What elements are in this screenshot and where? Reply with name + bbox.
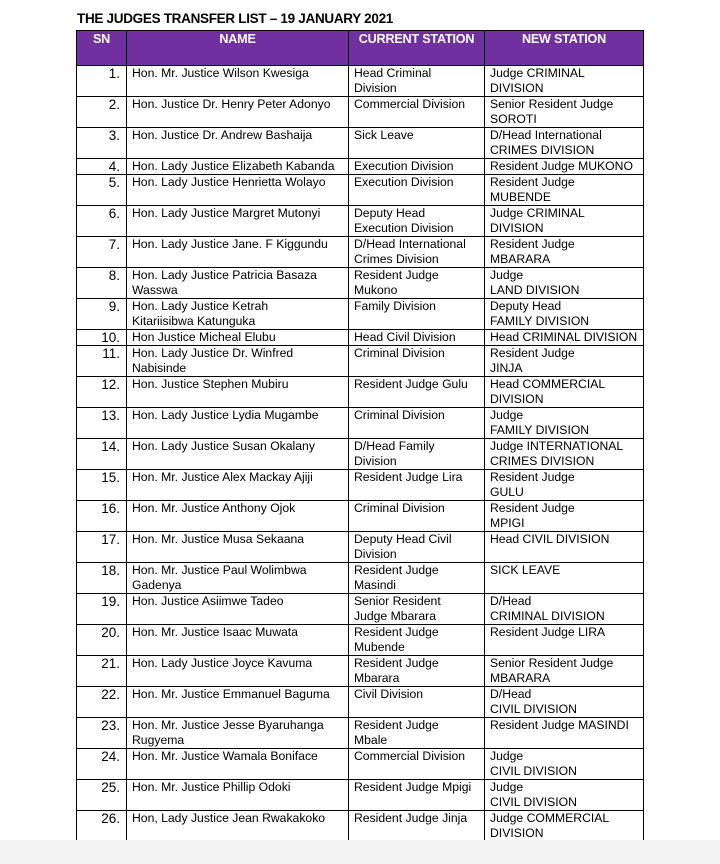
table-row <box>77 718 644 749</box>
new-station-cell <box>485 377 644 408</box>
name-cell <box>127 625 349 656</box>
sn-cell <box>77 718 127 749</box>
name-cell-text: Hon. Justice Asiimwe Tadeo <box>132 594 284 608</box>
sn-cell-text: 20. <box>101 625 120 640</box>
name-cell <box>127 811 349 842</box>
table-row <box>77 97 644 128</box>
current-station-cell <box>349 128 485 159</box>
column-header-name: NAME <box>127 31 349 66</box>
current-station-cell-text: Resident Judge Jinja <box>354 811 468 825</box>
sn-cell <box>77 206 127 237</box>
current-station-cell-text: Resident Judge Masindi <box>354 563 439 592</box>
new-station-cell-text: Resident Judge MPIGI <box>490 501 575 530</box>
name-cell-text: Hon. Mr. Justice Wilson Kwesiga <box>132 66 309 80</box>
table-row <box>77 299 644 330</box>
current-station-cell <box>349 718 485 749</box>
sn-cell-text: 9. <box>108 299 120 314</box>
new-station-cell <box>485 470 644 501</box>
current-station-cell <box>349 237 485 268</box>
new-station-cell <box>485 237 644 268</box>
current-station-cell-text: Execution Division <box>354 159 454 173</box>
sn-cell-text: 7. <box>108 237 120 252</box>
name-cell <box>127 439 349 470</box>
sn-cell-text: 15. <box>101 470 120 485</box>
new-station-cell <box>485 687 644 718</box>
current-station-cell-text: Resident Judge Mukono <box>354 268 439 297</box>
current-station-cell-text: Commercial Division <box>354 749 466 763</box>
sn-cell <box>77 299 127 330</box>
table-row <box>77 811 644 842</box>
new-station-cell-text: D/Head CRIMINAL DIVISION <box>490 594 605 623</box>
table-row <box>77 237 644 268</box>
current-station-cell-text: Resident Judge Lira <box>354 470 463 484</box>
sn-cell <box>77 268 127 299</box>
sn-cell-text: 17. <box>101 532 120 547</box>
sn-cell <box>77 330 127 346</box>
sn-cell <box>77 501 127 532</box>
name-cell-text: Hon. Mr. Justice Isaac Muwata <box>132 625 298 639</box>
table-row <box>77 268 644 299</box>
current-station-cell-text: Family Division <box>354 299 436 313</box>
table-row <box>77 470 644 501</box>
table-row <box>77 594 644 625</box>
current-station-cell <box>349 687 485 718</box>
new-station-cell <box>485 625 644 656</box>
sn-cell <box>77 97 127 128</box>
sn-cell <box>77 625 127 656</box>
name-cell <box>127 408 349 439</box>
sn-cell-text: 25. <box>101 780 120 795</box>
sn-cell-text: 26. <box>101 811 120 826</box>
sn-cell <box>77 128 127 159</box>
new-station-cell-text: Head CRIMINAL DIVISION <box>490 330 638 344</box>
name-cell-text: Hon. Lady Justice Lydia Mugambe <box>132 408 319 422</box>
current-station-cell <box>349 563 485 594</box>
name-cell-text: Hon, Lady Justice Jean Rwakakoko <box>132 811 326 825</box>
table-row <box>77 780 644 811</box>
sn-cell-text: 5. <box>108 175 120 190</box>
new-station-cell-text: Resident Judge MUBENDE <box>490 175 575 204</box>
new-station-cell-text: Head COMMERCIAL DIVISION <box>490 377 606 406</box>
new-station-cell-text: Judge CRIMINAL DIVISION <box>490 66 585 95</box>
current-station-cell-text: Deputy Head Execution Division <box>354 206 454 235</box>
current-station-cell-text: Civil Division <box>354 687 424 701</box>
current-station-cell <box>349 268 485 299</box>
name-cell-text: Hon. Mr. Justice Wamala Boniface <box>132 749 318 763</box>
table-header-row <box>77 31 644 66</box>
name-cell-text: Hon. Mr. Justice Phillip Odoki <box>132 780 291 794</box>
table-row <box>77 532 644 563</box>
sn-cell <box>77 780 127 811</box>
table-row <box>77 330 644 346</box>
current-station-cell-text: Head Civil Division <box>354 330 456 344</box>
table-row <box>77 687 644 718</box>
name-cell-text: Hon. Justice Dr. Henry Peter Adonyo <box>132 97 331 111</box>
name-cell-text: Hon. Lady Justice Margret Mutonyi <box>132 206 321 220</box>
new-station-cell-text: Deputy Head FAMILY DIVISION <box>490 299 590 328</box>
sn-cell <box>77 594 127 625</box>
current-station-cell-text: Criminal Division <box>354 501 445 515</box>
new-station-cell-text: Judge CIVIL DIVISION <box>490 780 577 809</box>
current-station-cell <box>349 470 485 501</box>
current-station-cell <box>349 625 485 656</box>
current-station-cell <box>349 377 485 408</box>
new-station-cell-text: Senior Resident Judge MBARARA <box>490 656 614 685</box>
current-station-cell <box>349 175 485 206</box>
table-row <box>77 346 644 377</box>
column-header-new-station: NEW STATION <box>485 31 644 66</box>
current-station-cell-text: Sick Leave <box>354 128 414 142</box>
new-station-cell <box>485 346 644 377</box>
new-station-cell <box>485 66 644 97</box>
new-station-cell <box>485 532 644 563</box>
name-cell <box>127 594 349 625</box>
sn-cell-text: 21. <box>101 656 120 671</box>
current-station-cell <box>349 532 485 563</box>
current-station-cell-text: Resident Judge Mubende <box>354 625 439 654</box>
current-station-cell <box>349 408 485 439</box>
table-row <box>77 377 644 408</box>
sn-cell <box>77 175 127 206</box>
sn-cell <box>77 408 127 439</box>
new-station-cell <box>485 439 644 470</box>
new-station-cell-text: Resident Judge GULU <box>490 470 575 499</box>
current-station-cell-text: Resident Judge Mbarara <box>354 656 439 685</box>
table-row <box>77 656 644 687</box>
table-row <box>77 501 644 532</box>
name-cell-text: Hon. Lady Justice Susan Okalany <box>132 439 315 453</box>
current-station-cell <box>349 780 485 811</box>
current-station-cell <box>349 159 485 175</box>
name-cell <box>127 66 349 97</box>
table-row <box>77 563 644 594</box>
name-cell <box>127 299 349 330</box>
name-cell-text: Hon. Mr. Justice Musa Sekaana <box>132 532 305 546</box>
column-header-sn: SN <box>77 31 127 66</box>
name-cell-text: Hon. Lady Justice Patricia Basaza Wasswa <box>132 268 317 297</box>
current-station-cell-text: Resident Judge Gulu <box>354 377 468 391</box>
current-station-cell <box>349 594 485 625</box>
new-station-cell <box>485 811 644 842</box>
new-station-cell-text: Resident Judge JINJA <box>490 346 575 375</box>
new-station-cell-text: Senior Resident Judge SOROTI <box>490 97 614 126</box>
new-station-cell <box>485 128 644 159</box>
sn-cell <box>77 66 127 97</box>
sn-cell-text: 18. <box>101 563 120 578</box>
name-cell <box>127 346 349 377</box>
table-row <box>77 749 644 780</box>
new-station-cell <box>485 501 644 532</box>
new-station-cell <box>485 330 644 346</box>
sn-cell-text: 11. <box>102 346 120 361</box>
current-station-cell <box>349 299 485 330</box>
sn-cell <box>77 563 127 594</box>
current-station-cell <box>349 811 485 842</box>
sn-cell <box>77 532 127 563</box>
sn-cell-text: 1. <box>108 66 120 81</box>
new-station-cell-text: Judge CRIMINAL DIVISION <box>490 206 585 235</box>
new-station-cell-text: Judge COMMERCIAL DIVISION <box>490 811 610 840</box>
name-cell <box>127 330 349 346</box>
table-body <box>77 66 644 842</box>
current-station-cell <box>349 346 485 377</box>
sn-cell <box>77 439 127 470</box>
name-cell-text: Hon. Lady Justice Joyce Kavuma <box>132 656 313 670</box>
current-station-cell-text: Resident Judge Mbale <box>354 718 439 747</box>
sn-cell <box>77 811 127 842</box>
sn-cell-text: 24. <box>101 749 120 764</box>
sn-cell-text: 16. <box>101 501 120 516</box>
name-cell <box>127 159 349 175</box>
new-station-cell-text: Judge FAMILY DIVISION <box>490 408 590 437</box>
sn-cell <box>77 346 127 377</box>
name-cell-text: Hon Justice Micheal Elubu <box>132 330 276 344</box>
current-station-cell-text: Criminal Division <box>354 408 445 422</box>
new-station-cell <box>485 780 644 811</box>
sn-cell <box>77 749 127 780</box>
table-row <box>77 408 644 439</box>
current-station-cell <box>349 97 485 128</box>
current-station-cell-text: D/Head Family Division <box>354 439 435 468</box>
new-station-cell-text: Head CIVIL DIVISION <box>490 532 610 546</box>
name-cell-text: Hon. Mr. Justice Paul Wolimbwa Gadenya <box>132 563 307 592</box>
new-station-cell-text: Resident Judge MUKONO <box>490 159 633 173</box>
sn-cell-text: 2. <box>108 97 120 112</box>
sn-cell <box>77 159 127 175</box>
new-station-cell-text: Judge INTERNATIONAL CRIMES DIVISION <box>490 439 624 468</box>
sn-cell <box>77 470 127 501</box>
name-cell <box>127 175 349 206</box>
new-station-cell-text: Resident Judge MBARARA <box>490 237 575 266</box>
sn-cell <box>77 237 127 268</box>
name-cell-text: Hon. Lady Justice Dr. Winfred Nabisinde <box>132 346 294 375</box>
new-station-cell <box>485 175 644 206</box>
name-cell-text: Hon. Lady Justice Jane. F Kiggundu <box>132 237 328 251</box>
new-station-cell-text: D/Head International CRIMES DIVISION <box>490 128 602 157</box>
name-cell <box>127 532 349 563</box>
new-station-cell <box>485 594 644 625</box>
sn-cell-text: 12. <box>101 377 120 392</box>
name-cell <box>127 656 349 687</box>
new-station-cell-text: Resident Judge LIRA <box>490 625 606 639</box>
name-cell-text: Hon. Mr. Justice Anthony Ojok <box>132 501 296 515</box>
table-row <box>77 159 644 175</box>
current-station-cell-text: Commercial Division <box>354 97 466 111</box>
name-cell <box>127 749 349 780</box>
new-station-cell <box>485 718 644 749</box>
current-station-cell <box>349 749 485 780</box>
new-station-cell <box>485 408 644 439</box>
name-cell <box>127 377 349 408</box>
sn-cell-text: 3. <box>108 128 120 143</box>
name-cell <box>127 687 349 718</box>
name-cell-text: Hon. Justice Dr. Andrew Bashaija <box>132 128 313 142</box>
sn-cell-text: 6. <box>108 206 120 221</box>
new-station-cell-text: D/Head CIVIL DIVISION <box>490 687 577 716</box>
table-row <box>77 439 644 470</box>
sn-cell <box>77 656 127 687</box>
table-row <box>77 206 644 237</box>
name-cell-text: Hon. Mr. Justice Alex Mackay Ajiji <box>132 470 313 484</box>
name-cell-text: Hon. Lady Justice Ketrah Kitariisibwa Katunguka <box>132 299 269 328</box>
page-bottom-margin <box>0 840 720 864</box>
sn-cell-text: 13. <box>101 408 120 423</box>
current-station-cell <box>349 206 485 237</box>
new-station-cell <box>485 299 644 330</box>
new-station-cell-text: SICK LEAVE <box>490 563 561 577</box>
name-cell-text: Hon. Mr. Justice Jesse Byaruhanga Rugyema <box>132 718 324 747</box>
current-station-cell-text: Criminal Division <box>354 346 445 360</box>
current-station-cell <box>349 66 485 97</box>
current-station-cell-text: Senior Resident Judge Mbarara <box>354 594 441 623</box>
sn-cell-text: 4. <box>108 159 120 174</box>
sn-cell-text: 22. <box>101 687 120 702</box>
new-station-cell <box>485 206 644 237</box>
new-station-cell <box>485 159 644 175</box>
name-cell-text: Hon. Justice Stephen Mubiru <box>132 377 289 391</box>
current-station-cell <box>349 439 485 470</box>
table-row <box>77 128 644 159</box>
current-station-cell-text: Deputy Head Civil Division <box>354 532 452 561</box>
current-station-cell-text: D/Head International Crimes Division <box>354 237 466 266</box>
new-station-cell <box>485 563 644 594</box>
name-cell <box>127 97 349 128</box>
name-cell-text: Hon. Lady Justice Elizabeth Kabanda <box>132 159 335 173</box>
name-cell <box>127 780 349 811</box>
transfer-table <box>76 30 644 842</box>
new-station-cell-text: Judge LAND DIVISION <box>490 268 580 297</box>
new-station-cell <box>485 749 644 780</box>
sn-cell <box>77 377 127 408</box>
name-cell <box>127 718 349 749</box>
sn-cell-text: 19. <box>101 594 120 609</box>
new-station-cell <box>485 268 644 299</box>
current-station-cell <box>349 330 485 346</box>
new-station-cell-text: Judge CIVIL DIVISION <box>490 749 577 778</box>
new-station-cell-text: Resident Judge MASINDI <box>490 718 629 732</box>
name-cell-text: Hon. Mr. Justice Emmanuel Baguma <box>132 687 330 701</box>
sn-cell-text: 14. <box>101 439 120 454</box>
name-cell <box>127 128 349 159</box>
name-cell-text: Hon. Lady Justice Henrietta Wolayo <box>132 175 326 189</box>
name-cell <box>127 470 349 501</box>
name-cell <box>127 268 349 299</box>
current-station-cell <box>349 501 485 532</box>
name-cell <box>127 237 349 268</box>
new-station-cell <box>485 97 644 128</box>
current-station-cell-text: Execution Division <box>354 175 454 189</box>
current-station-cell <box>349 656 485 687</box>
name-cell <box>127 563 349 594</box>
sn-cell-text: 10. <box>101 330 120 345</box>
sn-cell <box>77 687 127 718</box>
column-header-current-station: CURRENT STATION <box>349 31 485 66</box>
current-station-cell-text: Resident Judge Mpigi <box>354 780 472 794</box>
table-row <box>77 66 644 97</box>
sn-cell-text: 8. <box>108 268 120 283</box>
table-row <box>77 175 644 206</box>
name-cell <box>127 206 349 237</box>
page-title: THE JUDGES TRANSFER LIST – 19 JANUARY 2021 <box>77 11 393 26</box>
current-station-cell-text: Head Criminal Division <box>354 66 432 95</box>
name-cell <box>127 501 349 532</box>
sn-cell-text: 23. <box>101 718 120 733</box>
table-row <box>77 625 644 656</box>
new-station-cell <box>485 656 644 687</box>
